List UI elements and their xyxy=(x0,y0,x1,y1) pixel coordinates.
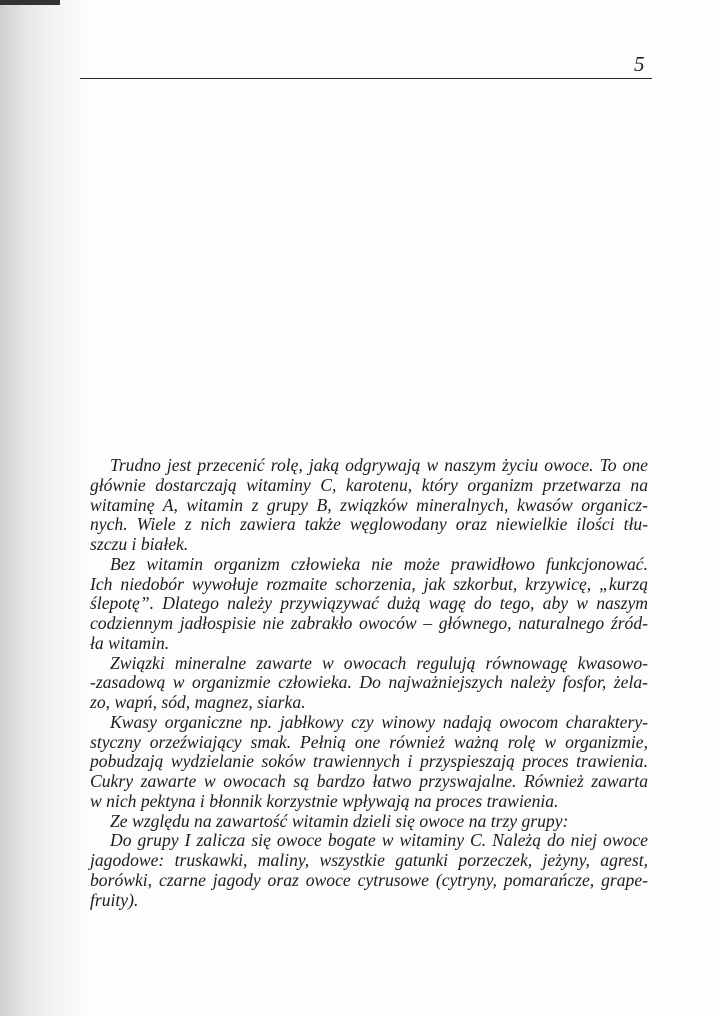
text-line: ślepotę”. Dlatego należy przywiązywać dużą wagę do tego, aby w naszym xyxy=(90,593,648,614)
scan-edge xyxy=(0,0,60,5)
header-rule xyxy=(80,78,652,79)
page-number: 5 xyxy=(634,52,645,76)
text-line: Trudno jest przecenić rolę, jaką odgrywają w naszym życiu owoce. To one xyxy=(110,455,648,475)
text-line: codziennym jadłospisie nie zabrakło owoców – głównego, naturalnego źród- xyxy=(90,613,648,633)
text-line: Kwasy organiczne np. jabłkowy czy winowy nadają owocom charaktery- xyxy=(110,711,648,732)
text-line: -zasadową w organizmie człowieka. Do najważniejszych należy fosfor, żela- xyxy=(90,672,648,693)
text-line: styczny orzeźwiający smak. Pełnią one również ważną rolę w organizmie, xyxy=(90,731,648,752)
text-line: zo, wapń, sód, magnez, siarka. xyxy=(90,692,306,712)
text-line: szczu i białek. xyxy=(90,534,189,554)
text-line: jagodowe: truskawki, maliny, wszystkie gatunki porzeczek, jeżyny, agrest, xyxy=(90,850,648,870)
text-line: nych. Wiele z nich zawiera także węglowodany oraz niewielkie ilości tłu- xyxy=(90,514,648,535)
text-line: Bez witamin organizm człowieka nie może prawidłowo funkcjonować. xyxy=(110,553,648,574)
text-line: borówki, czarne jagody oraz owoce cytrusowe (cytryny, pomarańcze, grape- xyxy=(90,869,648,890)
text-line: w nich pektyna i błonnik korzystnie wpływają na proces trawienia. xyxy=(90,790,559,811)
scan-shadow xyxy=(0,0,90,1016)
text-line: Do grupy I zalicza się owoce bogate w witaminy C. Należą do niej owoce xyxy=(110,830,648,851)
body-text xyxy=(90,456,648,910)
text-line: Ze względu na zawartość witamin dzieli się owoce na trzy grupy: xyxy=(110,810,569,831)
text-line: głównie dostarczają witaminy C, karotenu, który organizm przetwarza na xyxy=(90,474,648,495)
text-line: pobudzają wydzielanie soków trawiennych i przyspieszają proces trawienia. xyxy=(90,751,648,772)
text-line: Cukry zawarte w owocach są bardzo łatwo przyswajalne. Również zawarta xyxy=(90,771,648,791)
text-line: ła witamin. xyxy=(90,632,170,653)
text-line: Ich niedobór wywołuje rozmaite schorzenia, jak szkorbut, krzywicę, „kurzą xyxy=(90,573,648,594)
text-line: Związki mineralne zawarte w owocach regulują równowagę kwasowo- xyxy=(110,652,648,673)
text-line: witaminę A, witamin z grupy B, związków mineralnych, kwasów organicz- xyxy=(90,494,648,515)
text-line: fruity). xyxy=(90,889,139,910)
